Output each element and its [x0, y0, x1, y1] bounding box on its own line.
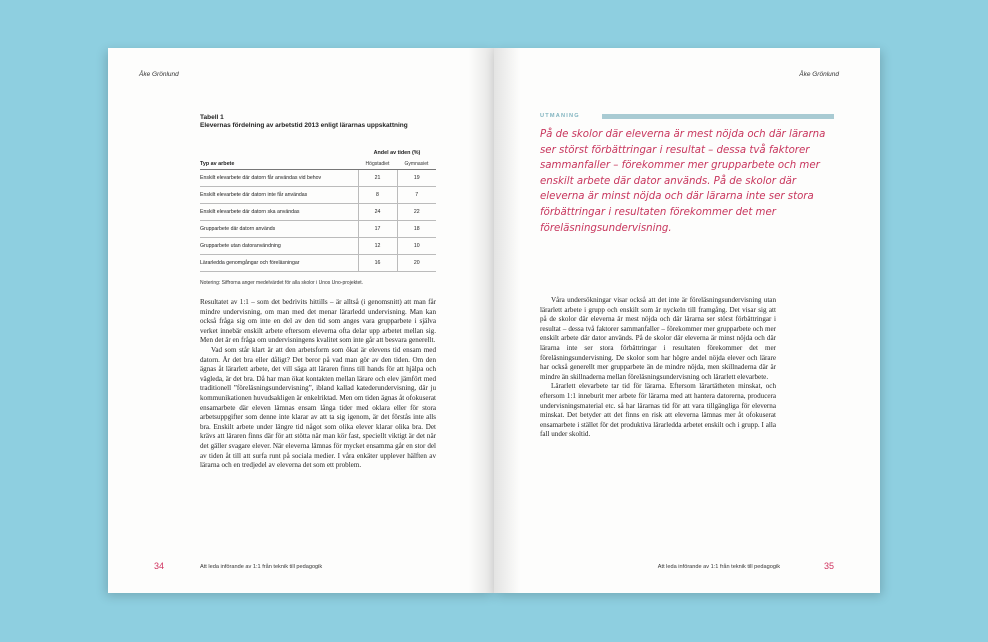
- table-row: [200, 187, 436, 204]
- value-gymnasiet: 7: [397, 187, 436, 204]
- value-gymnasiet: 18: [397, 221, 436, 238]
- pull-quote-bar: [602, 114, 834, 119]
- left-footer: Att leda införande av 1:1 från teknik till pedagogik: [200, 564, 323, 570]
- paragraph: Resultatet av 1:1 – som det bedrivits hittills – är alltså (i genomsnitt) att man får mindre undervisning, om man med det menar lärarledd undervisning. Man kan också fråga sig om inte en del av den tid som anges vara grupparbete i själva verket innebär enskilt arbete eftersom eleverna ofta delar upp arbetet mellan sig. Men det är en fråga om undervisningens kvalitet som inte går att besvara generellt.: [200, 298, 436, 345]
- row-label: Lärarledda genomgångar och föreläsningar: [200, 255, 358, 272]
- value-hogstadiet: 17: [358, 221, 397, 238]
- right-body-text: [540, 296, 776, 440]
- table-title: Elevernas fördelning av arbetstid 2013 enligt lärarnas uppskattning: [200, 122, 408, 129]
- pull-quote-label: UTMANING: [540, 113, 580, 119]
- value-gymnasiet: 20: [397, 255, 436, 272]
- left-page-number: 34: [154, 561, 165, 571]
- pull-quote-label-row: [540, 114, 834, 120]
- row-label: Enskilt elevarbete där datorn ska användas: [200, 204, 358, 221]
- paragraph: Vad som står klart är att den arbetsform som ökat är elevens tid ensam med datorn. Är det bra eller dåligt? Det beror på vad man gör av den tiden. Om den ägnas åt lärarlett arbete, det vill säga att läraren finns till hands för att hjälpa och vägleda, är det bra. Då har man ökat kontakten mellan lärare och elev jämfört med traditionell ”föreläsningsundervisning”, ibland kallad katederundervisning, där ju kommunikationen huvudsakligen är enkelriktad. Men om tiden ägnas åt ofokuserat ensamarbete där eleven lämnas ensam långa tider med oklara eller för stora arbetsuppgifter som denne inte klarar av att ta sig igenom, är det förstås inte alls bra. Enskilt arbete under längre tid något som olika elever klarar olika bra. Det krävs att läraren finns där för att stötta när man kör fast, speciellt viktigt är det när det gäller svagare elever. När eleverna lämnas för mycket ensamma går en stor del av tiden åt till att surfa runt på sociala medier. I våra enkäter upplever hälften av lärarna och en tredjedel av eleverna det som ett problem.: [200, 345, 436, 470]
- row-label: Enskilt elevarbete där datorn inte får användas: [200, 187, 358, 204]
- table-label: Tabell 1: [200, 114, 224, 121]
- group-header: Andel av tiden (%): [373, 150, 421, 156]
- row-label: Grupparbete utan datoranvändning: [200, 238, 358, 255]
- right-footer: Att leda införande av 1:1 från teknik till pedagogik: [657, 564, 780, 570]
- table-row: [200, 170, 436, 187]
- right-gutter-shadow: [494, 48, 520, 593]
- value-hogstadiet: 21: [358, 170, 397, 187]
- row-label: Enskilt elevarbete där datorn får användas vid behov: [200, 170, 358, 187]
- table-note: Notering: Siffrorna anger medelvärdet för alla skolor i Unos Uno-projektet.: [200, 280, 364, 286]
- left-page: [108, 48, 494, 593]
- table-row: [200, 204, 436, 221]
- right-running-head: Åke Grönlund: [799, 71, 839, 78]
- right-page-number: 35: [823, 561, 834, 571]
- value-gymnasiet: 19: [397, 170, 436, 187]
- left-body-text: [200, 298, 436, 471]
- left-running-head: Åke Grönlund: [139, 71, 179, 78]
- work-distribution-table: [200, 146, 436, 272]
- value-hogstadiet: 16: [358, 255, 397, 272]
- table-1: [200, 114, 436, 286]
- col-label: Typ av arbete: [200, 156, 358, 170]
- paragraph: Lärarlett elevarbete tar tid för lärarna. Eftersom lärartätheten minskat, och eftersom 1:1 inneburit mer arbete för lärarna med att hantera datorerna, producera undervisningsmaterial etc. så har lärarnas tid för att vara tillgängliga för eleverna minskat. Det betyder att det finns en risk att eleverna lämnas mer åt ofokuserat ensamarbete i stället för det produktiva lärarledda arbetet enskilt och i grupp. I alla fall under skoltid.: [540, 382, 776, 439]
- value-hogstadiet: 8: [358, 187, 397, 204]
- value-hogstadiet: 24: [358, 204, 397, 221]
- value-gymnasiet: 10: [397, 238, 436, 255]
- pull-quote: På de skolor där eleverna är mest nöjda och där lärarna ser störst förbättringar i resultat – dessa två faktorer sammanfaller – förekommer mer grupparbete och mer enskilt arbete där dator används. På de skolor där eleverna är minst nöjda och där lärarna inte ser stora förbättringar i resultaten förekommer det mer föreläsningsundervisning.: [540, 129, 826, 234]
- sub-header-hogstadiet: Högstadiet: [358, 156, 397, 170]
- value-hogstadiet: 12: [358, 238, 397, 255]
- value-gymnasiet: 22: [397, 204, 436, 221]
- right-page: [494, 48, 880, 593]
- left-gutter-shadow: [468, 48, 494, 593]
- table-row: [200, 221, 436, 238]
- table-row: [200, 238, 436, 255]
- sub-header-gymnasiet: Gymnasiet: [397, 156, 436, 170]
- paragraph: Våra undersökningar visar också att det inte är föreläsningsundervisning utan lärarlett arbete i grupp och enskilt som är nyckeln till framgång. Det visar sig att på de skolor där eleverna är mest nöjda och där lärarna ser störst förbättringar i resultat – dessa två faktorer sammanfaller – förekommer mer grupparbete och mer enskilt arbete där dator används. På de skolor där eleverna är minst nöjda och där lärarna inte ser stora förbättringar i resultaten förekommer det mer föreläsningsundervisning. De skolor som har högre andel nöjda elever och lärare har också generellt mer grupparbete än de mindre nöjda, men skillnaderna där är mindre än skillnaderna mellan föreläsningsundervisning och lärarlett elevarbete.: [540, 296, 776, 381]
- row-label: Grupparbete där datorn används: [200, 221, 358, 238]
- table-row: [200, 255, 436, 272]
